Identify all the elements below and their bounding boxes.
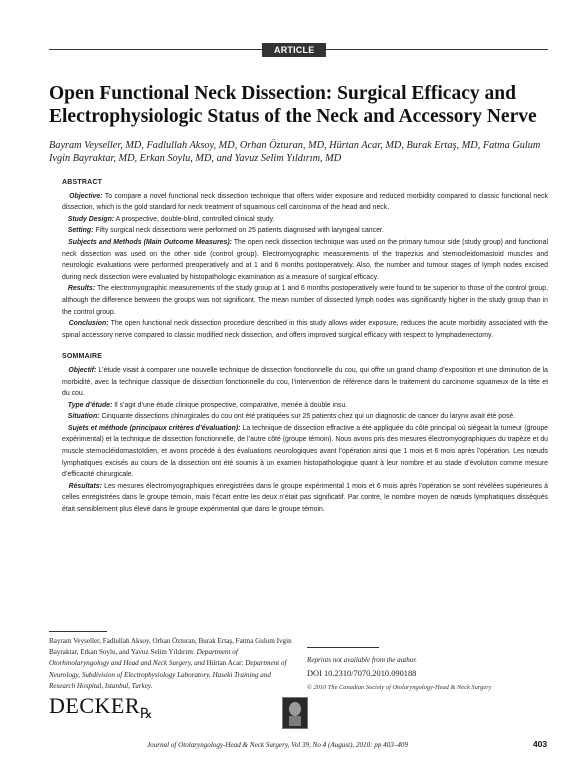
sommaire-type-text: Il s’agit d’une étude clinique prospective, comparative, menée à double insu. — [114, 401, 348, 409]
emblem-graphic — [283, 698, 307, 728]
sommaire-resultats-label: Résultats: — [68, 482, 102, 490]
doi[interactable]: DOI 10.2310/7070.2010.090188 — [307, 669, 417, 678]
abstract-design-label: Study Design: — [67, 215, 115, 223]
sommaire-resultats — [62, 481, 548, 516]
journal-footer: Journal of Otolaryngology-Head & Neck Surgery, Vol 39, No 4 (August), 2010: pp 403–409 — [147, 741, 408, 749]
publisher-logo-text: DECKER — [49, 693, 140, 718]
abstract-setting — [62, 225, 548, 237]
abstract-heading: ABSTRACT — [62, 179, 103, 186]
abstract-conclusion — [62, 318, 548, 341]
affiliation-dept-2: Department of Neurology, Subdivision of Electrophysiology Laboratory, Haseki Training and Research Hospital, Istanbul, Turkey. — [49, 659, 287, 690]
abstract-methods-text: The open neck dissection technique was used on the primary tumour side (study group) and functional neck dissection was used on the other side (control group). Electromyographic measurements of the trapezius and sternocleidomastoid muscles and neurologic evaluations were performed preoperatively and at 1 and 6 months postoperatively. Also, the number and tumour stages of lymph nodes excised during neck dissection were evaluated by histopathologic examination as a measure of surgical efficacy. — [62, 238, 548, 281]
abstract-results-text: The electromyographic measurements of the study group at 1 and 6 months postoperatively were found to be superior to those of the control group, although the difference between the groups was not significant. The mean number of dissected lymph nodes was significantly higher in the study group than in the control group. — [62, 285, 548, 316]
sommaire-situation — [62, 411, 548, 423]
copyright-notice: © 2010 The Canadian Society of Otolaryngology-Head & Neck Surgery — [307, 684, 492, 691]
abstract-setting-label: Setting: — [67, 227, 94, 235]
sommaire-objectif-text: L’étude visait à comparer une nouvelle technique de dissection fonctionnelle du cou, qui offre un grand champ d’exposition et une diminution de la morbidité, avec la technique classique de dissection fonctionnelle du cou, l’intervention de référence dans le traitement du carcinome squameux de la tête et du cou. — [62, 366, 548, 398]
abstract-conclusion-label: Conclusion: — [68, 320, 109, 328]
author-list: Bayram Veyseller, MD, Fadlullah Aksoy, MD, Orhan Özturan, MD, Hürtan Acar, MD, Burak Ertaş, MD, Fatma Gulum Ivgin Bayraktar, MD, Erkan Soylu, MD, and Yavuz Selim Yıldırım, MD — [49, 140, 541, 164]
sommaire-methode — [62, 423, 548, 481]
journal-emblem-icon — [282, 697, 308, 729]
abstract-methods-label: Subjects and Methods (Main Outcome Measures): — [68, 238, 232, 246]
publisher-logo — [49, 693, 154, 722]
sommaire-objectif — [62, 365, 548, 400]
footnote-rule — [49, 631, 107, 632]
affiliation-name-2: Hürtan Acar: — [206, 659, 244, 668]
abstract-results — [62, 283, 548, 318]
abstract-design — [62, 214, 548, 226]
rx-mark-icon: ℞ — [140, 707, 154, 722]
abstract-design-text: A prospective, double-blind, controlled clinical study. — [115, 215, 275, 223]
section-badge: ARTICLE — [262, 43, 326, 57]
affiliation-block — [49, 636, 294, 692]
sommaire-type — [62, 400, 548, 412]
abstract-methods — [62, 237, 548, 283]
sommaire-methode-text: La technique de dissection effractive a été appliquée du côté principal où siégeait la tumeur (groupe expérimental) et la technique de dissection fonctionnelle, de l’autre côté (groupe témoin). Nous avons pris des mesures électromyographiques du trapèze et du muscle sternocléidomastoïdien, et avons procédé à des évaluations neurologiques avant l’opération ainsi que 1 mois et 6 mois après l’opération. Les nœuds lymphatiques excisés au cours de la dissection ont été soumis à un examen histopathologique quant à leur nombre et au stade d’évolution comme mesure d’efficacité chirurgicale. — [62, 424, 548, 479]
page-number: 403 — [533, 739, 547, 749]
abstract-objective-text: To compare a novel functional neck dissection technique that offers wider exposure and reduced morbidity compared to classic functional neck dissection, which is the gold standard for neck treatment of squamous cell carcinoma of the head and neck. — [62, 192, 548, 212]
article-title: Open Functional Neck Dissection: Surgical Efficacy and Electrophysiologic Status of the Neck and Accessory Nerve — [49, 83, 537, 127]
sommaire-objectif-label: Objectif: — [68, 366, 97, 374]
sommaire-resultats-text: Les mesures électromyographiques enregistrées dans le groupe expérimental 1 mois et 6 mois après l’opération se sont révélées supérieures à celles enregistrées dans le groupe témoin, mais l’écart entre les deux n’était pas significatif. Par contre, le nombre moyen de nœuds lymphatiques disséqués était sensiblement plus élevé dans le groupe expérimental que dans le groupe témoin. — [62, 482, 548, 514]
sommaire-methode-label: Sujets et méthode (principaux critères d’évaluation): — [68, 424, 241, 432]
sommaire-situation-label: Situation: — [67, 413, 100, 421]
abstract-objective — [62, 191, 548, 214]
reprints-rule — [307, 647, 379, 648]
sommaire-type-label: Type d’étude: — [67, 401, 113, 409]
abstract-setting-text: Fifty surgical neck dissections were performed on 25 patients diagnosed with laryngeal cancer. — [95, 227, 384, 235]
sommaire-situation-text: Cinquante dissections chirurgicales du cou ont été pratiquées sur 25 patients chez qui un diagnostic de cancer du larynx avait été posé. — [101, 413, 516, 421]
affiliation-dept-1: Department of Otorhinolaryngology and Head and Neck Surgery, and — [49, 648, 238, 668]
abstract-conclusion-text: The open functional neck dissection procedure described in this study allows wider exposure, reduces the acute morbidity associated with the spinal accessory nerve compared to classic modified neck dissection, and offers improved surgical efficacy with respect to lymphadenectomy. — [62, 320, 548, 339]
abstract-block — [62, 177, 548, 516]
abstract-objective-label: Objective: — [69, 192, 103, 200]
abstract-results-label: Results: — [67, 285, 96, 293]
affiliation-names: Bayram Veyseller, Fadlullah Aksoy, Orhan Özturan, Burak Ertaş, Fatma Gulum Ivgin Bayraktar, Erkan Soylu, and Yavuz Selim Yıldırım: — [49, 637, 292, 657]
reprints-note: Reprints not available from the author. — [307, 656, 418, 664]
sommaire-heading: SOMMAIRE — [62, 353, 103, 361]
